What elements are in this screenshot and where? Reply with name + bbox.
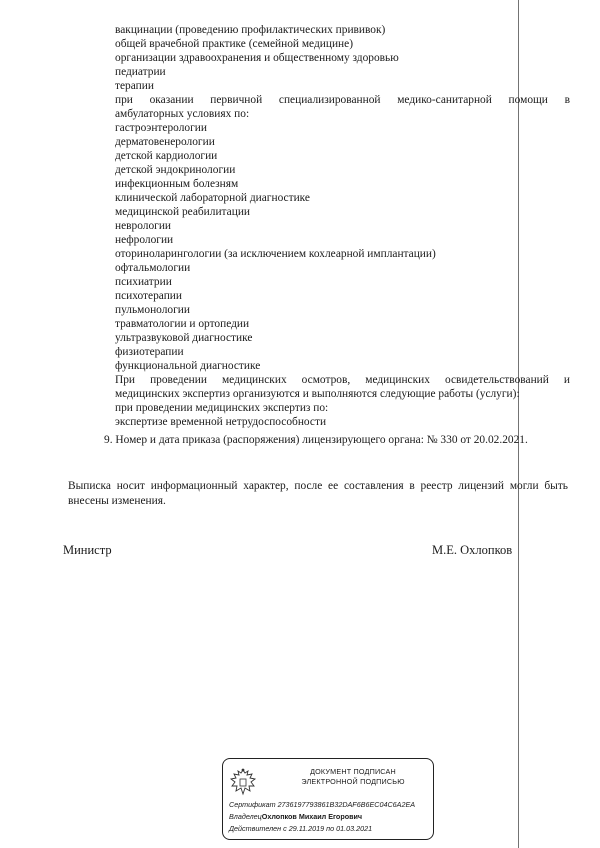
- signer-title: Министр: [63, 543, 112, 557]
- stamp-title-line: ДОКУМЕНТ ПОДПИСАН: [310, 767, 396, 776]
- specialty-item: неврологии: [115, 220, 172, 232]
- specialty-item: офтальмологии: [115, 262, 191, 274]
- expertise-intro: при проведении медицинских экспертиз по:: [115, 402, 329, 414]
- specialty-item: нефрологии: [115, 234, 174, 246]
- stamp-cert-label: Сертификат: [229, 800, 276, 809]
- specialty-item: физиотерапии: [115, 346, 184, 358]
- specialty-item: инфекционным болезням: [115, 178, 239, 190]
- specialty-item: психотерапии: [115, 290, 182, 302]
- stamp-certificate: [229, 800, 415, 809]
- exams-intro-cont: медицинских экспертиз организуются и выполняются следующие работы (услуги):: [115, 388, 520, 400]
- specialty-item: пульмонологии: [115, 304, 190, 316]
- stamp-validity: [229, 824, 372, 833]
- signer-name: М.Е. Охлопков: [432, 543, 513, 557]
- exams-intro: При проведении медицинских осмотров, медицинских освидетельствований и: [115, 374, 570, 386]
- specialty-item: психиатрии: [115, 276, 172, 288]
- specialty-item: гастроэнтерологии: [115, 122, 207, 134]
- e-signature-stamp: [222, 758, 434, 840]
- specialty-item: клинической лабораторной диагностике: [115, 192, 310, 204]
- stamp-title: [283, 767, 423, 786]
- stamp-owner-value: Охлопков Михаил Егорович: [261, 812, 363, 821]
- specialty-item: дерматовенерологии: [115, 136, 215, 148]
- primary-care-intro-cont: амбулаторных условиях по:: [115, 108, 250, 120]
- info-note: Выписка носит информационный характер, после ее составления в реестр лицензий могли быть: [68, 480, 568, 492]
- specialty-item: медицинской реабилитации: [115, 206, 251, 218]
- stamp-valid-label: Действителен: [229, 824, 282, 833]
- order-number-item: 9. Номер и дата приказа (распоряжения) лицензирующего органа: № 330 от 20.02.2021.: [104, 434, 528, 446]
- stamp-owner-label: Владелец: [229, 812, 262, 821]
- info-note-cont: внесены изменения.: [68, 495, 166, 507]
- stamp-owner: [229, 812, 362, 821]
- stamp-title-line: ЭЛЕКТРОННОЙ ПОДПИСЬЮ: [301, 776, 405, 786]
- stamp-valid-value: с 29.11.2019 по 01.03.2021: [283, 824, 373, 833]
- specialty-item: детской кардиологии: [115, 150, 218, 162]
- list-item: вакцинации (проведению профилактических прививок): [115, 24, 386, 36]
- list-item: педиатрии: [115, 66, 166, 78]
- scan-fold-line: [518, 0, 519, 848]
- list-item: общей врачебной практике (семейной медицине): [115, 38, 353, 50]
- expertise-item: экспертизе временной нетрудоспособности: [115, 416, 327, 428]
- list-item: терапии: [115, 80, 154, 92]
- list-item: организации здравоохранения и общественному здоровью: [115, 52, 399, 64]
- specialty-item: детской эндокринологии: [115, 164, 236, 176]
- coat-of-arms-icon: [229, 767, 257, 799]
- specialty-item: функциональной диагностике: [115, 360, 261, 372]
- specialty-item: ультразвуковой диагностике: [115, 332, 253, 344]
- specialty-item: оториноларингологии (за исключением кохлеарной имплантации): [115, 248, 436, 260]
- stamp-cert-value: 2736197793861B32DAF6B6EC04C6A2EA: [277, 800, 416, 809]
- primary-care-intro: при оказании первичной специализированной медико-санитарной помощи в: [115, 94, 570, 106]
- specialty-item: травматологии и ортопедии: [115, 318, 250, 330]
